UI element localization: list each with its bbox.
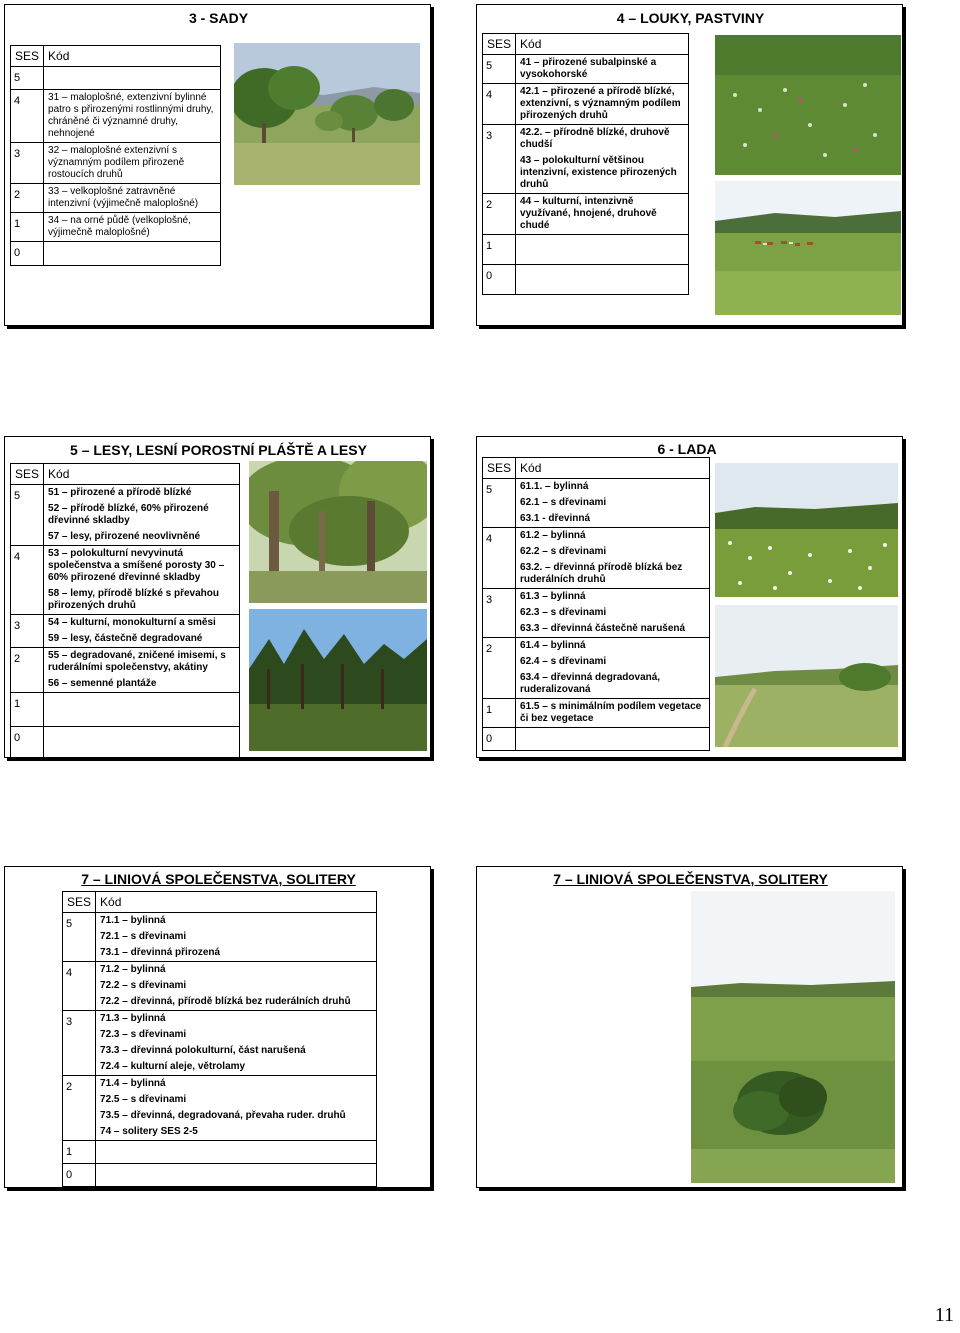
ses-item: 72.3 – s dřevinami	[100, 1029, 187, 1040]
ses-item: 61.1. – bylinná	[520, 481, 589, 492]
slide-sady	[4, 4, 431, 326]
ses-item: 61.5 – s minimálním podílem vegetace či bez vegetace	[520, 701, 702, 724]
ses-desc	[516, 728, 710, 751]
ses-item: 72.1 – s dřevinami	[100, 931, 187, 942]
ses-value: 1	[483, 235, 516, 265]
ses-value: 2	[11, 184, 44, 213]
ses-item: 63.1 - dřevinná	[520, 513, 591, 524]
slide-title-text: 7 – LINIOVÁ SPOLEČENSTVA, SOLITERY	[553, 871, 828, 887]
ses-value: 4	[11, 90, 44, 143]
ses-desc	[516, 589, 710, 638]
ses-table	[62, 891, 377, 1187]
ses-value: 2	[483, 194, 516, 235]
slide-louky-pastviny	[476, 4, 903, 326]
ses-desc	[96, 1076, 377, 1141]
ses-item: 63.3 – dřevinná částečně narušená	[520, 623, 686, 634]
meadow-photo	[715, 35, 901, 175]
solitary-tree-photo	[691, 891, 895, 1183]
ses-desc	[44, 648, 240, 693]
ses-value: 0	[63, 1164, 96, 1187]
col-kod-header: Kód	[44, 46, 221, 67]
ses-table	[10, 45, 221, 266]
ses-item: 63.4 – dřevinná degradovaná, ruderalizovaná	[520, 672, 661, 695]
ses-item: 54 – kulturní, monokulturní a směsi	[48, 617, 216, 628]
ses-item: 57 – lesy, přirozené neovlivněné	[48, 531, 201, 542]
col-kod-header: Kód	[516, 458, 710, 479]
ses-desc	[516, 84, 689, 125]
ses-desc	[44, 213, 221, 242]
ses-desc	[516, 194, 689, 235]
ses-item: 71.4 – bylinná	[100, 1078, 166, 1089]
ses-value: 5	[483, 55, 516, 84]
ses-item: 42.1 – přirozené a přírodě blízké, extenzivní, s významným podílem přirozených druhů	[520, 86, 681, 121]
ses-desc	[96, 962, 377, 1011]
ses-value: 4	[63, 962, 96, 1011]
ses-table	[482, 33, 689, 295]
ses-item: 72.4 – kulturní aleje, větrolamy	[100, 1061, 246, 1072]
ses-item: 71.1 – bylinná	[100, 915, 166, 926]
ses-desc	[44, 727, 240, 761]
ses-item: 62.1 – s dřevinami	[520, 497, 607, 508]
forest-photo-1	[249, 461, 427, 603]
ses-item: 72.2 – s dřevinami	[100, 980, 187, 991]
ses-item: 43 – polokulturní většinou intenzivní, existence přirozených druhů	[520, 155, 677, 190]
ses-value: 3	[63, 1011, 96, 1076]
ses-table	[10, 463, 240, 761]
ses-desc	[44, 67, 221, 90]
ses-desc	[96, 913, 377, 962]
slide-title	[5, 871, 432, 887]
ses-value: 5	[11, 67, 44, 90]
fallow-photo-1	[715, 463, 898, 597]
ses-value: 2	[63, 1076, 96, 1141]
ses-desc	[44, 615, 240, 648]
ses-value: 4	[483, 84, 516, 125]
ses-value: 4	[11, 546, 44, 615]
ses-item: 73.3 – dřevinná polokulturní, část narušená	[100, 1045, 306, 1056]
ses-item: 61.3 – bylinná	[520, 591, 586, 602]
col-ses-header: SES	[11, 46, 44, 67]
ses-item: 53 – polokulturní nevyvinutá společenstva a smíšené porosty 30 – 60% přirozené dřevinné skladby	[48, 548, 225, 583]
ses-value: 2	[483, 638, 516, 699]
slide-title: 6 - LADA	[657, 441, 717, 457]
forest-photo-2	[249, 609, 427, 751]
ses-value: 3	[483, 125, 516, 194]
ses-desc	[44, 485, 240, 546]
col-ses-header: SES	[63, 892, 96, 913]
ses-item: 41 – přirozené subalpinské a vysokohorské	[520, 57, 657, 80]
ses-value: 1	[11, 213, 44, 242]
ses-desc	[44, 143, 221, 184]
col-ses-header: SES	[483, 34, 516, 55]
ses-value: 0	[483, 728, 516, 751]
ses-desc	[516, 638, 710, 699]
ses-desc	[96, 1011, 377, 1076]
page-number: 11	[934, 1304, 954, 1326]
ses-item: 32 – maloplošné extenzivní s významným podílem přirozeně rostoucích druhů	[48, 145, 185, 180]
ses-desc	[44, 90, 221, 143]
slide-title: 5 – LESY, LESNÍ POROSTNÍ PLÁŠTĚ A LESY	[70, 442, 367, 458]
ses-value: 5	[11, 485, 44, 546]
ses-item: 73.5 – dřevinná, degradovaná, převaha ruder. druhů	[100, 1110, 346, 1121]
ses-item: 74 – solitery SES 2-5	[100, 1126, 198, 1137]
ses-item: 71.2 – bylinná	[100, 964, 166, 975]
col-kod-header: Kód	[516, 34, 689, 55]
slide-title: 3 - SADY	[188, 10, 249, 26]
ses-item: 55 – degradované, zničené imisemi, s ruderálními společenstvy, akátiny	[48, 650, 226, 673]
ses-value: 0	[11, 727, 44, 761]
ses-item: 63.2. – dřevinná přírodě blízká bez ruderálních druhů	[520, 562, 683, 585]
col-kod-header: Kód	[96, 892, 377, 913]
slide-lada	[476, 436, 903, 758]
ses-value: 3	[11, 143, 44, 184]
ses-item: 51 – přirozené a přírodě blízké	[48, 487, 192, 498]
ses-item: 59 – lesy, částečně degradované	[48, 633, 203, 644]
ses-desc	[96, 1164, 377, 1187]
col-ses-header: SES	[11, 464, 44, 485]
ses-desc	[44, 184, 221, 213]
slide-lesy	[4, 436, 431, 758]
ses-value: 5	[483, 479, 516, 528]
ses-item: 72.5 – s dřevinami	[100, 1094, 187, 1105]
ses-item: 58 – lemy, přírodě blízké s převahou přirozených druhů	[48, 588, 220, 611]
ses-item: 42.2. – přírodně blízké, druhově chudší	[520, 127, 670, 150]
ses-item: 61.4 – bylinná	[520, 640, 586, 651]
ses-desc	[516, 528, 710, 589]
ses-value: 3	[483, 589, 516, 638]
fallow-photo-2	[715, 605, 898, 747]
ses-item: 72.2 – dřevinná, přírodě blízká bez ruderálních druhů	[100, 996, 351, 1007]
ses-desc	[516, 699, 710, 728]
slide-title: 4 – LOUKY, PASTVINY	[616, 10, 765, 26]
ses-desc	[44, 693, 240, 727]
ses-item: 73.1 – dřevinná přirozená	[100, 947, 221, 958]
ses-item: 31 – maloplošné, extenzivní bylinné patro s přirozenými rostlinnými druhy, chráněné či významné druhy, nehnojené	[48, 92, 214, 139]
ses-item: 61.2 – bylinná	[520, 530, 586, 541]
col-ses-header: SES	[483, 458, 516, 479]
ses-value: 0	[483, 265, 516, 295]
col-kod-header: Kód	[44, 464, 240, 485]
slide-liniova-table	[4, 866, 431, 1188]
slide-title-text: 7 – LINIOVÁ SPOLEČENSTVA, SOLITERY	[81, 871, 356, 887]
ses-desc	[516, 125, 689, 194]
ses-desc	[44, 546, 240, 615]
ses-value: 0	[11, 242, 44, 266]
ses-item: 62.3 – s dřevinami	[520, 607, 607, 618]
orchard-photo	[234, 43, 420, 185]
ses-item: 62.2 – s dřevinami	[520, 546, 607, 557]
ses-desc	[96, 1141, 377, 1164]
ses-value: 1	[11, 693, 44, 727]
ses-item: 56 – semenné plantáže	[48, 678, 157, 689]
ses-table	[482, 457, 710, 751]
ses-item: 44 – kulturní, intenzivně využívané, hnojené, druhově chudé	[520, 196, 657, 231]
ses-value: 3	[11, 615, 44, 648]
ses-item: 33 – velkoplošné zatravněné intenzivní (výjimečně maloplošné)	[48, 186, 199, 209]
ses-desc	[44, 242, 221, 266]
ses-desc	[516, 265, 689, 295]
ses-item: 62.4 – s dřevinami	[520, 656, 607, 667]
pasture-photo	[715, 181, 901, 315]
ses-desc	[516, 55, 689, 84]
ses-item: 71.3 – bylinná	[100, 1013, 166, 1024]
ses-desc	[516, 479, 710, 528]
slide-liniova-photo	[476, 866, 903, 1188]
ses-value: 5	[63, 913, 96, 962]
ses-value: 1	[483, 699, 516, 728]
ses-item: 34 – na orné půdě (velkoplošné, výjimečně maloplošné)	[48, 215, 191, 238]
ses-desc	[516, 235, 689, 265]
ses-item: 52 – přírodě blízké, 60% přirozené dřevinné skladby	[48, 503, 209, 526]
ses-value: 2	[11, 648, 44, 693]
ses-value: 1	[63, 1141, 96, 1164]
ses-value: 4	[483, 528, 516, 589]
slide-title	[477, 871, 904, 887]
